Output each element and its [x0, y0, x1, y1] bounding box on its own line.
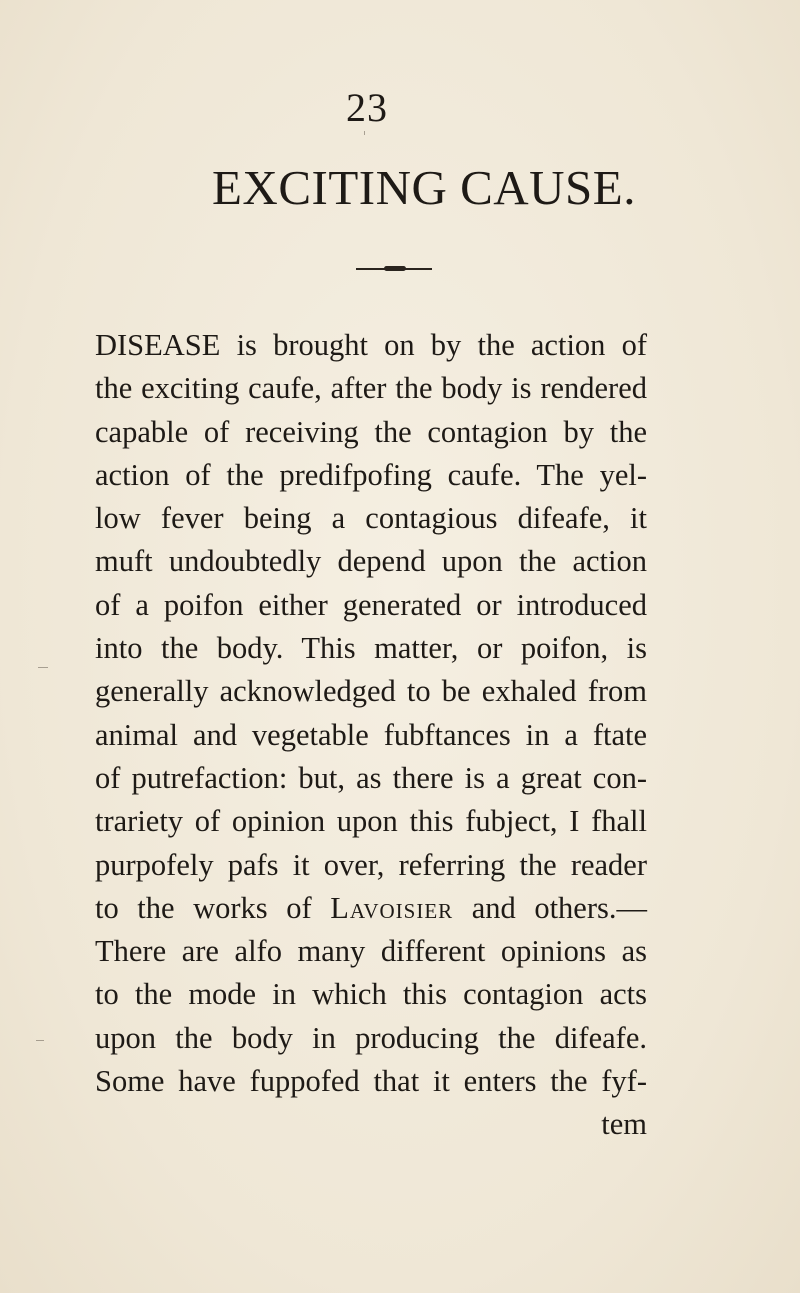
- text-line: animal and vegetable fubftances in a ftate: [95, 717, 647, 752]
- text-line: generally acknowledged to be exhaled from: [95, 674, 647, 709]
- text-line: action of the predifpofing caufe. The yel-: [95, 457, 647, 492]
- ornamental-rule-center: [384, 266, 406, 271]
- paper-mark: [364, 131, 365, 135]
- catchword: tem: [601, 1107, 647, 1142]
- text-line: upon the body in producing the difeafe.: [95, 1020, 647, 1055]
- text-line: into the body. This matter, or poifon, is: [95, 631, 647, 666]
- author-name: Lavoisier: [330, 890, 454, 925]
- text-line: to the mode in which this contagion acts: [95, 977, 647, 1012]
- chapter-heading: EXCITING CAUSE.: [212, 160, 636, 215]
- paper-mark: [38, 667, 48, 668]
- body-paragraph: [95, 324, 647, 1147]
- text-line-with-name: [95, 887, 647, 930]
- text-line: muft undoubtedly depend upon the action: [95, 544, 647, 579]
- text-line: trariety of opinion upon this fubject, I fhall: [95, 804, 647, 839]
- text-line: the exciting caufe, after the body is rendered: [95, 371, 647, 406]
- text-line: of a poifon either generated or introduced: [95, 587, 647, 622]
- text-line: Some have fuppofed that it enters the fyf-: [95, 1064, 647, 1099]
- text-line: purpofely pafs it over, referring the reader: [95, 847, 647, 882]
- text-line: capable of receiving the contagion by the: [95, 414, 647, 449]
- page-number: 23: [346, 85, 388, 130]
- paper-mark: [36, 1040, 44, 1041]
- text-line: low fever being a contagious difeafe, it: [95, 501, 647, 536]
- text-line: There are alfo many different opinions as: [95, 934, 647, 969]
- text-line: DISEASE is brought on by the action of: [95, 328, 647, 362]
- text-line: of putrefaction: but, as there is a great con-: [95, 760, 647, 795]
- text-fragment: and others.—: [453, 890, 647, 925]
- text-fragment: to the works of: [95, 890, 331, 925]
